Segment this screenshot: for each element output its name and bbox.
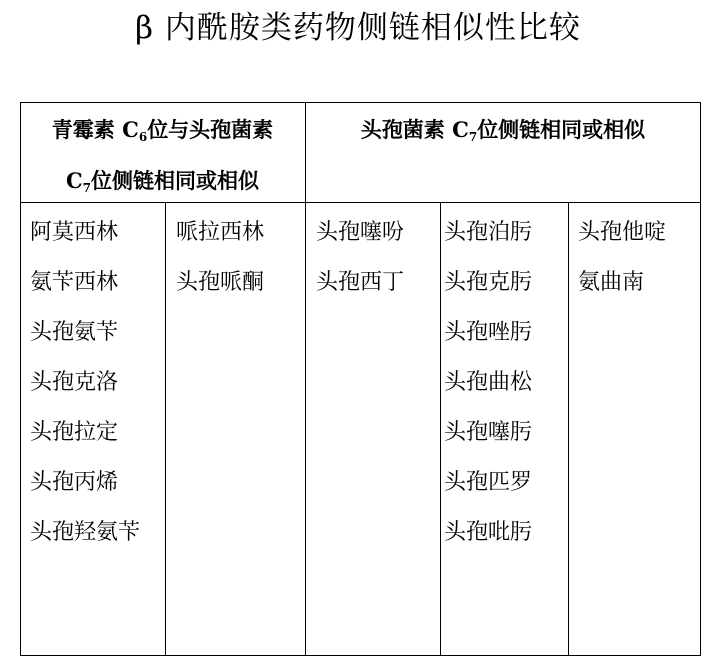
comparison-table xyxy=(20,102,700,656)
list-item: 氨曲南 xyxy=(578,270,645,295)
header-left-line2: C7位侧链相同或相似 xyxy=(65,168,260,195)
list-item: 头孢氨苄 xyxy=(30,320,119,345)
list-item: 头孢噻吩 xyxy=(316,220,405,245)
list-item: 头孢丙烯 xyxy=(30,470,119,495)
page-title: β 内酰胺类药物侧链相似性比较 xyxy=(135,10,581,46)
column-5-list xyxy=(578,208,666,308)
list-item: 氨苄西林 xyxy=(30,270,119,295)
list-item: 头孢唑肟 xyxy=(444,320,533,345)
table-border-right xyxy=(700,102,701,656)
table-divider-col3 xyxy=(440,202,441,656)
list-item: 头孢曲松 xyxy=(444,370,533,395)
list-item: 阿莫西林 xyxy=(30,220,119,245)
column-1-list xyxy=(30,208,140,558)
list-item: 头孢拉定 xyxy=(30,420,119,445)
list-item: 头孢克肟 xyxy=(444,270,533,295)
list-item: 头孢哌酮 xyxy=(176,270,265,295)
column-2-list xyxy=(176,208,264,308)
header-right: 头孢菌素 C7位侧链相同或相似 xyxy=(360,117,646,144)
table-divider-main xyxy=(305,102,306,656)
list-item: 头孢羟氨苄 xyxy=(30,520,141,545)
table-border-bottom xyxy=(20,655,701,656)
header-left-line1: 青霉素 C6位与头孢菌素 xyxy=(51,117,274,144)
list-item: 头孢他啶 xyxy=(578,220,667,245)
table-border-top xyxy=(20,102,701,103)
column-4-list xyxy=(444,208,532,558)
list-item: 头孢吡肟 xyxy=(444,520,533,545)
column-3-list xyxy=(316,208,404,308)
table-divider-col4 xyxy=(568,202,569,656)
header-left xyxy=(20,106,305,208)
list-item: 头孢噻肟 xyxy=(444,420,533,445)
list-item: 头孢泊肟 xyxy=(444,220,533,245)
list-item: 头孢匹罗 xyxy=(444,470,533,495)
list-item: 头孢西丁 xyxy=(316,270,405,295)
list-item: 头孢克洛 xyxy=(30,370,119,395)
table-divider-col1 xyxy=(165,202,166,656)
list-item: 哌拉西林 xyxy=(176,220,265,245)
